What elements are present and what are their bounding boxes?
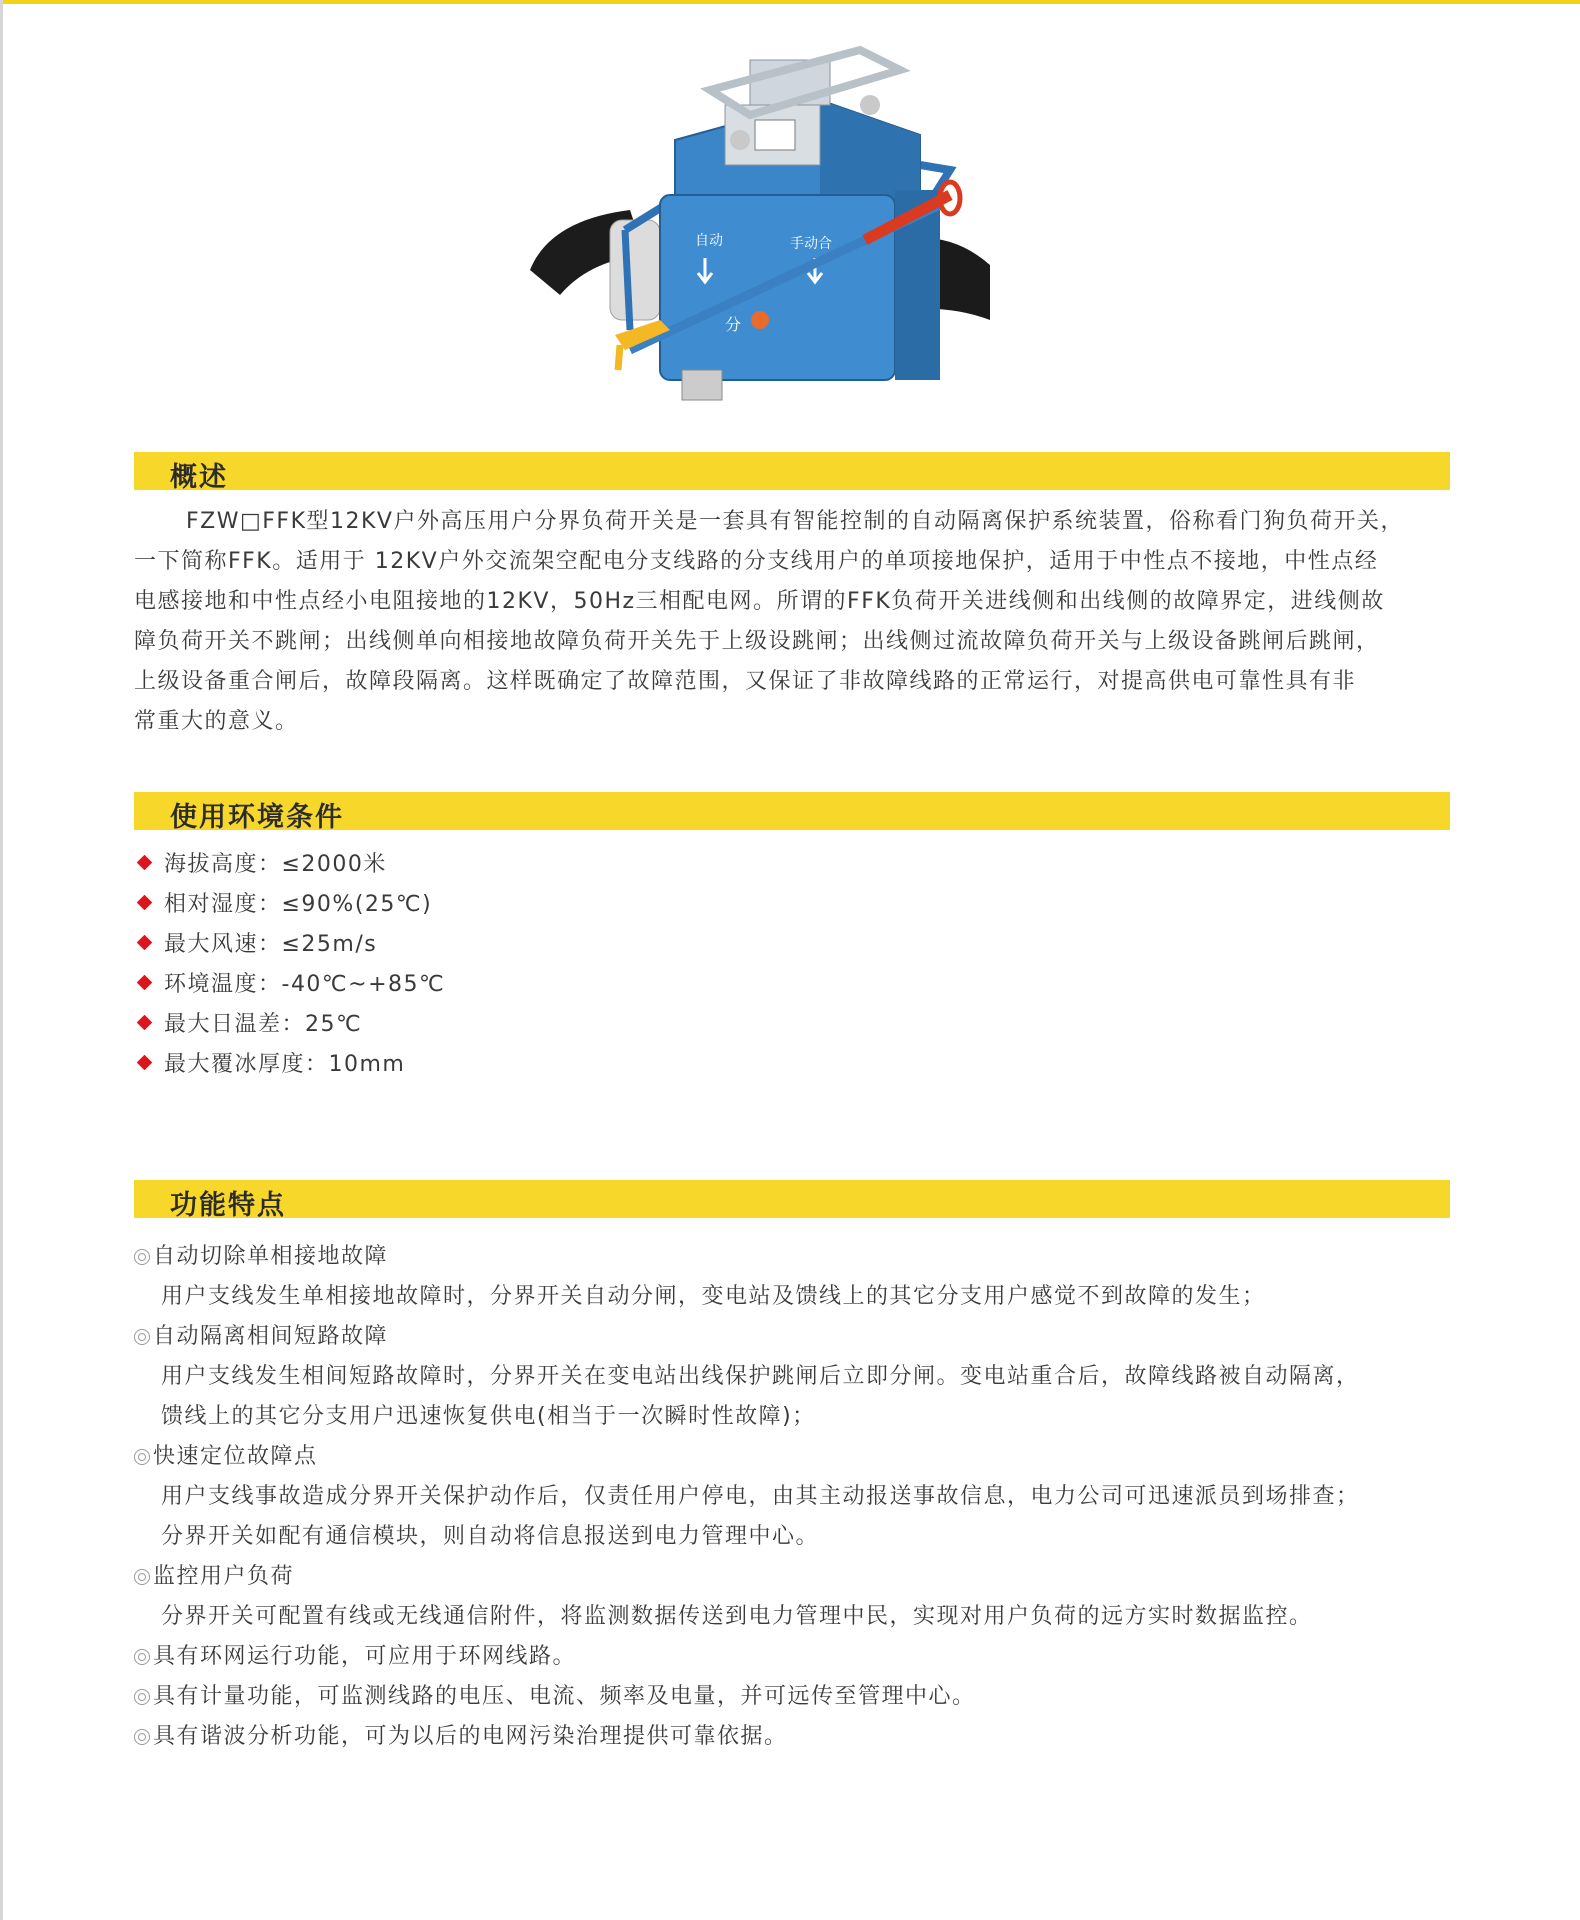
red-diamond-icon bbox=[137, 934, 153, 950]
overview-title: 概述 bbox=[170, 462, 228, 493]
feature-heading: 快速定位故障点 bbox=[134, 1437, 1464, 1477]
overview-line-6: 常重大的意义。 bbox=[134, 709, 299, 734]
feature-heading: 自动隔离相间短路故障 bbox=[134, 1317, 1464, 1357]
environment-title: 使用环境条件 bbox=[170, 802, 344, 833]
list-item: 最大风速：≤25m/s bbox=[134, 922, 1034, 962]
double-circle-icon bbox=[134, 1689, 150, 1705]
feature-heading: 具有环网运行功能，可应用于环网线路。 bbox=[134, 1637, 1464, 1677]
overview-section-bar bbox=[134, 452, 1450, 493]
feature-heading: 自动切除单相接地故障 bbox=[134, 1237, 1464, 1277]
red-diamond-icon bbox=[137, 1054, 153, 1070]
overview-paragraph bbox=[134, 502, 1450, 742]
double-circle-icon bbox=[134, 1649, 150, 1665]
double-circle-icon bbox=[134, 1569, 150, 1585]
feature-detail: 用户支线发生相间短路故障时，分界开关在变电站出线保护跳闸后立即分闸。变电站重合后，故障线路被自动隔离， bbox=[161, 1364, 1360, 1389]
feature-detail: 用户支线事故造成分界开关保护动作后，仅责任用户停电，由其主动报送事故信息，电力公司可迅速派员到场排查； bbox=[161, 1484, 1360, 1509]
red-diamond-icon bbox=[137, 894, 153, 910]
overview-line-4: 障负荷开关不跳闸；出线侧单向相接地故障负荷开关先于上级设跳闸；出线侧过流故障负荷开关与上级设备跳闸后跳闸， bbox=[134, 629, 1380, 654]
list-item: 相对湿度：≤90%(25℃) bbox=[134, 882, 1034, 922]
environment-section-bar bbox=[134, 792, 1450, 833]
list-item: 环境温度：-40℃~+85℃ bbox=[134, 962, 1034, 1002]
feature-detail: 馈线上的其它分支用户迅速恢复供电(相当于一次瞬时性故障)； bbox=[161, 1404, 816, 1429]
feature-heading: 监控用户负荷 bbox=[134, 1557, 1464, 1597]
double-circle-icon bbox=[134, 1329, 150, 1345]
overview-line-5: 上级设备重合闸后，故障段隔离。这样既确定了故障范围，又保证了非故障线路的正常运行，对提高供电可靠性具有非 bbox=[134, 669, 1357, 694]
features-section-bar bbox=[134, 1180, 1450, 1221]
load-switch-photo bbox=[520, 30, 1040, 410]
photo-label-open: 分 bbox=[725, 317, 742, 334]
top-accent-rule bbox=[0, 0, 1580, 4]
red-diamond-icon bbox=[137, 1014, 153, 1030]
environment-list bbox=[134, 842, 1034, 1082]
overview-line-2: 一下简称FFK。适用于 12KV户外交流架空配电分支线路的分支线用户的单项接地保护，适用于中性点不接地，中性点经 bbox=[134, 549, 1379, 574]
double-circle-icon bbox=[134, 1729, 150, 1745]
double-circle-icon bbox=[134, 1249, 150, 1265]
red-diamond-icon bbox=[137, 854, 153, 870]
overview-line-3: 电感接地和中性点经小电阻接地的12KV，50Hz三相配电网。所谓的FFK负荷开关进线侧和出线侧的故障界定，进线侧故 bbox=[134, 589, 1385, 614]
features-title: 功能特点 bbox=[170, 1190, 286, 1221]
feature-detail: 用户支线发生单相接地故障时，分界开关自动分闸，变电站及馈线上的其它分支用户感觉不到故障的发生； bbox=[161, 1284, 1266, 1309]
list-item: 最大日温差：25℃ bbox=[134, 1002, 1034, 1042]
red-diamond-icon bbox=[137, 974, 153, 990]
list-item: 最大覆冰厚度：10mm bbox=[134, 1042, 1034, 1082]
double-circle-icon bbox=[134, 1449, 150, 1465]
photo-label-auto: 自动 bbox=[695, 232, 723, 248]
left-page-rule bbox=[0, 0, 3, 1920]
feature-heading: 具有计量功能，可监测线路的电压、电流、频率及电量，并可远传至管理中心。 bbox=[134, 1677, 1464, 1717]
photo-label-manual-close: 手动合 bbox=[790, 235, 832, 251]
feature-heading: 具有谐波分析功能，可为以后的电网污染治理提供可靠依据。 bbox=[134, 1717, 1464, 1757]
feature-detail: 分界开关如配有通信模块，则自动将信息报送到电力管理中心。 bbox=[161, 1524, 820, 1549]
feature-detail: 分界开关可配置有线或无线通信附件，将监测数据传送到电力管理中民，实现对用户负荷的远方实时数据监控。 bbox=[161, 1604, 1313, 1629]
features-list bbox=[134, 1237, 1464, 1757]
list-item: 海拔高度：≤2000米 bbox=[134, 842, 1034, 882]
overview-line-1: FZW□FFK型12KV户外高压用户分界负荷开关是一套具有智能控制的自动隔离保护系统装置，俗称看门狗负荷开关， bbox=[186, 509, 1404, 534]
